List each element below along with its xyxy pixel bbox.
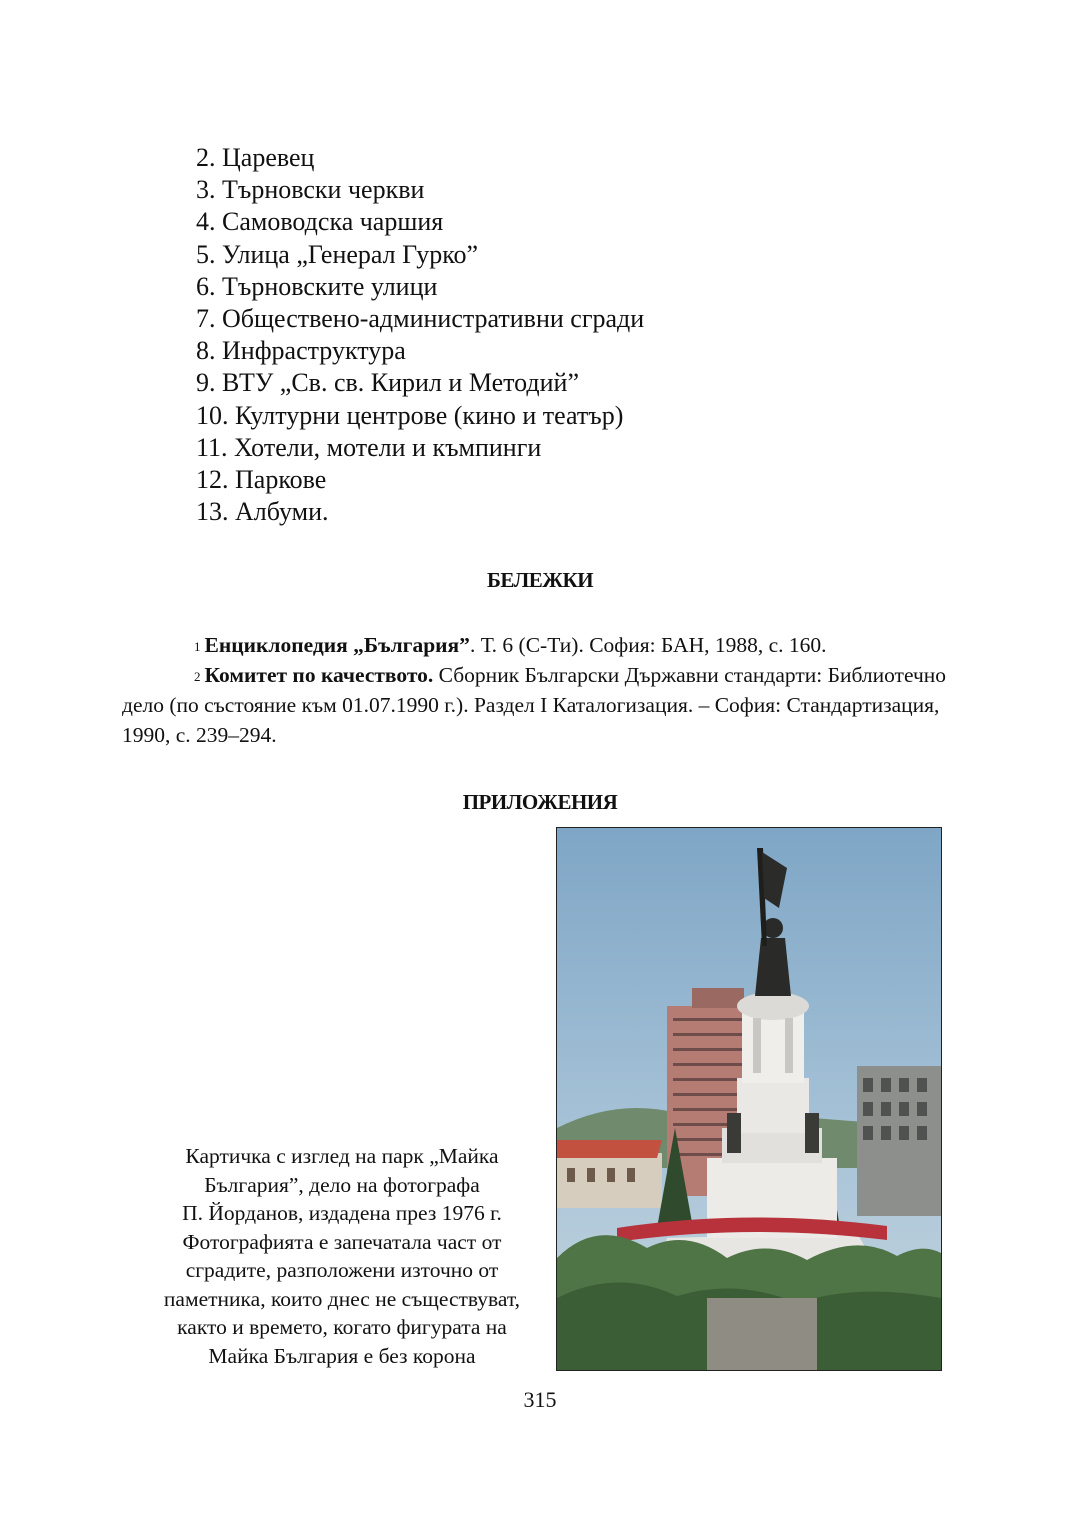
photo-caption [124,1142,560,1370]
caption-line: Картичка с изглед на парк „Майка [185,1144,499,1168]
caption-line: Майка България е без корона [208,1343,476,1368]
footnote-bold: Комитет по качеството. [204,663,434,687]
list-item: 12. Паркове [196,465,327,495]
list-item: 7. Обществено-административни сгради [196,304,645,334]
notes-section [122,630,952,750]
monument-photo-illustration [557,828,941,1370]
list-item: 6. Търновските улици [196,271,438,301]
footnote-bold: Енциклопедия „България” [204,633,470,657]
list-item: 11. Хотели, мотели и къмпинги [196,432,542,462]
footnote-1 [122,630,952,660]
list-item: 9. ВТУ „Св. св. Кирил и Методий” [196,368,580,398]
list-item: 10. Културни центрове (кино и театър) [196,400,624,430]
footnote-2 [122,660,952,750]
footnote-number: 2 [194,669,201,684]
appendix-heading: ПРИЛОЖЕНИЯ [462,790,618,814]
footnote-text: Сборник Български Държавни стандарти: Библиотечно дело (по състояние към 01.07.1990 г.). Раздел I Каталогизация. – София: Стандартизация, 1990, с. 239–294. [122,663,947,747]
list-item: 4. Самоводска чаршия [196,207,444,237]
list-item: 3. Търновски черкви [196,175,425,205]
caption-line: както и времето, когато фигурата на [177,1315,507,1339]
notes-heading: БЕЛЕЖКИ [486,568,594,592]
postcard-photo [556,827,942,1371]
list-item: 13. Албуми. [196,497,329,527]
caption-line: сградите, разположени източно от [185,1258,499,1282]
footnote-text: . Т. 6 (С-Ти). София: БАН, 1988, с. 160. [469,633,827,657]
list-item: 8. Инфраструктура [196,336,406,366]
caption-line: паметника, които днес не съществуват, [163,1286,521,1311]
list-item: 5. Улица „Генерал Гурко” [196,239,479,269]
page-number: 315 [523,1387,557,1412]
caption-line: П. Йорданов, издадена през 1976 г. [182,1201,502,1225]
list-item: 2. Царевец [196,143,315,172]
caption-line: Фотографията е запечатала част от [182,1229,502,1254]
toc-list [196,142,644,528]
footnote-number: 1 [194,639,201,654]
caption-line: България”, дело на фотографа [204,1172,480,1197]
